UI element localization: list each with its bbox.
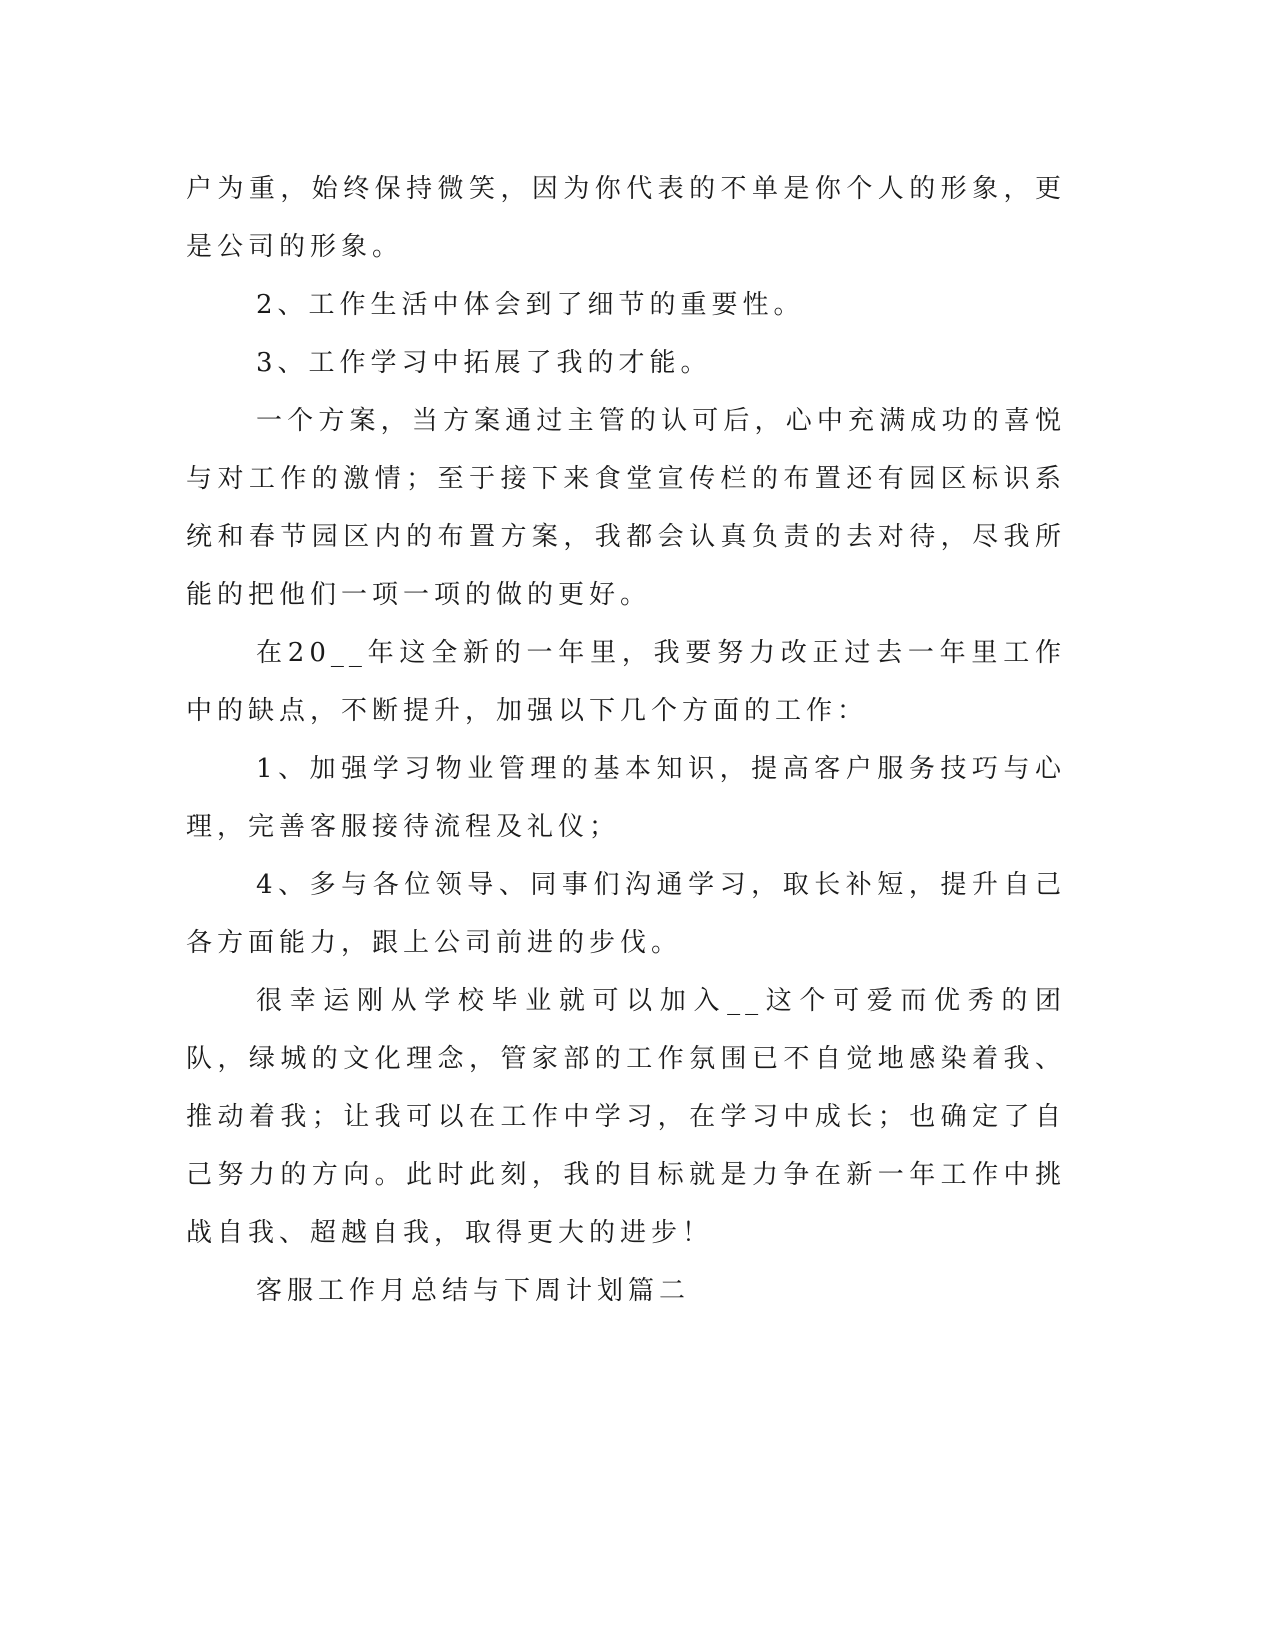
paragraph-plan: 一个方案，当方案通过主管的认可后，心中充满成功的喜悦与对工作的激情；至于接下来食堂宣传栏的布置还有园区标识系统和春节园区内的布置方案，我都会认真负责的去对待，尽我所能的把他们一项一项的做的更好。 <box>186 406 1066 610</box>
paragraph-point-2: 2、工作生活中体会到了细节的重要性。 <box>256 290 805 320</box>
paragraph-new-year: 在20__年这全新的一年里，我要努力改正过去一年里工作中的缺点，不断提升，加强以下几个方面的工作： <box>186 638 1066 726</box>
paragraph-continuation: 户为重，始终保持微笑，因为你代表的不单是你个人的形象，更是公司的形象。 <box>186 174 1066 262</box>
paragraph-goal-1: 1、加强学习物业管理的基本知识，提高客户服务技巧与心理，完善客服接待流程及礼仪； <box>186 754 1066 842</box>
paragraph-point-3: 3、工作学习中拓展了我的才能。 <box>256 348 712 378</box>
paragraph-closing: 很幸运刚从学校毕业就可以加入__这个可爱而优秀的团队，绿城的文化理念，管家部的工作氛围已不自觉地感染着我、推动着我；让我可以在工作中学习，在学习中成长；也确定了自己努力的方向。此时此刻，我的目标就是力争在新一年工作中挑战自我、超越自我，取得更大的进步！ <box>186 986 1066 1248</box>
paragraph-goal-4: 4、多与各位领导、同事们沟通学习，取长补短，提升自己各方面能力，跟上公司前进的步伐。 <box>186 870 1066 958</box>
section-heading: 客服工作月总结与下周计划篇二 <box>256 1276 691 1306</box>
document-body <box>186 160 1066 1320</box>
